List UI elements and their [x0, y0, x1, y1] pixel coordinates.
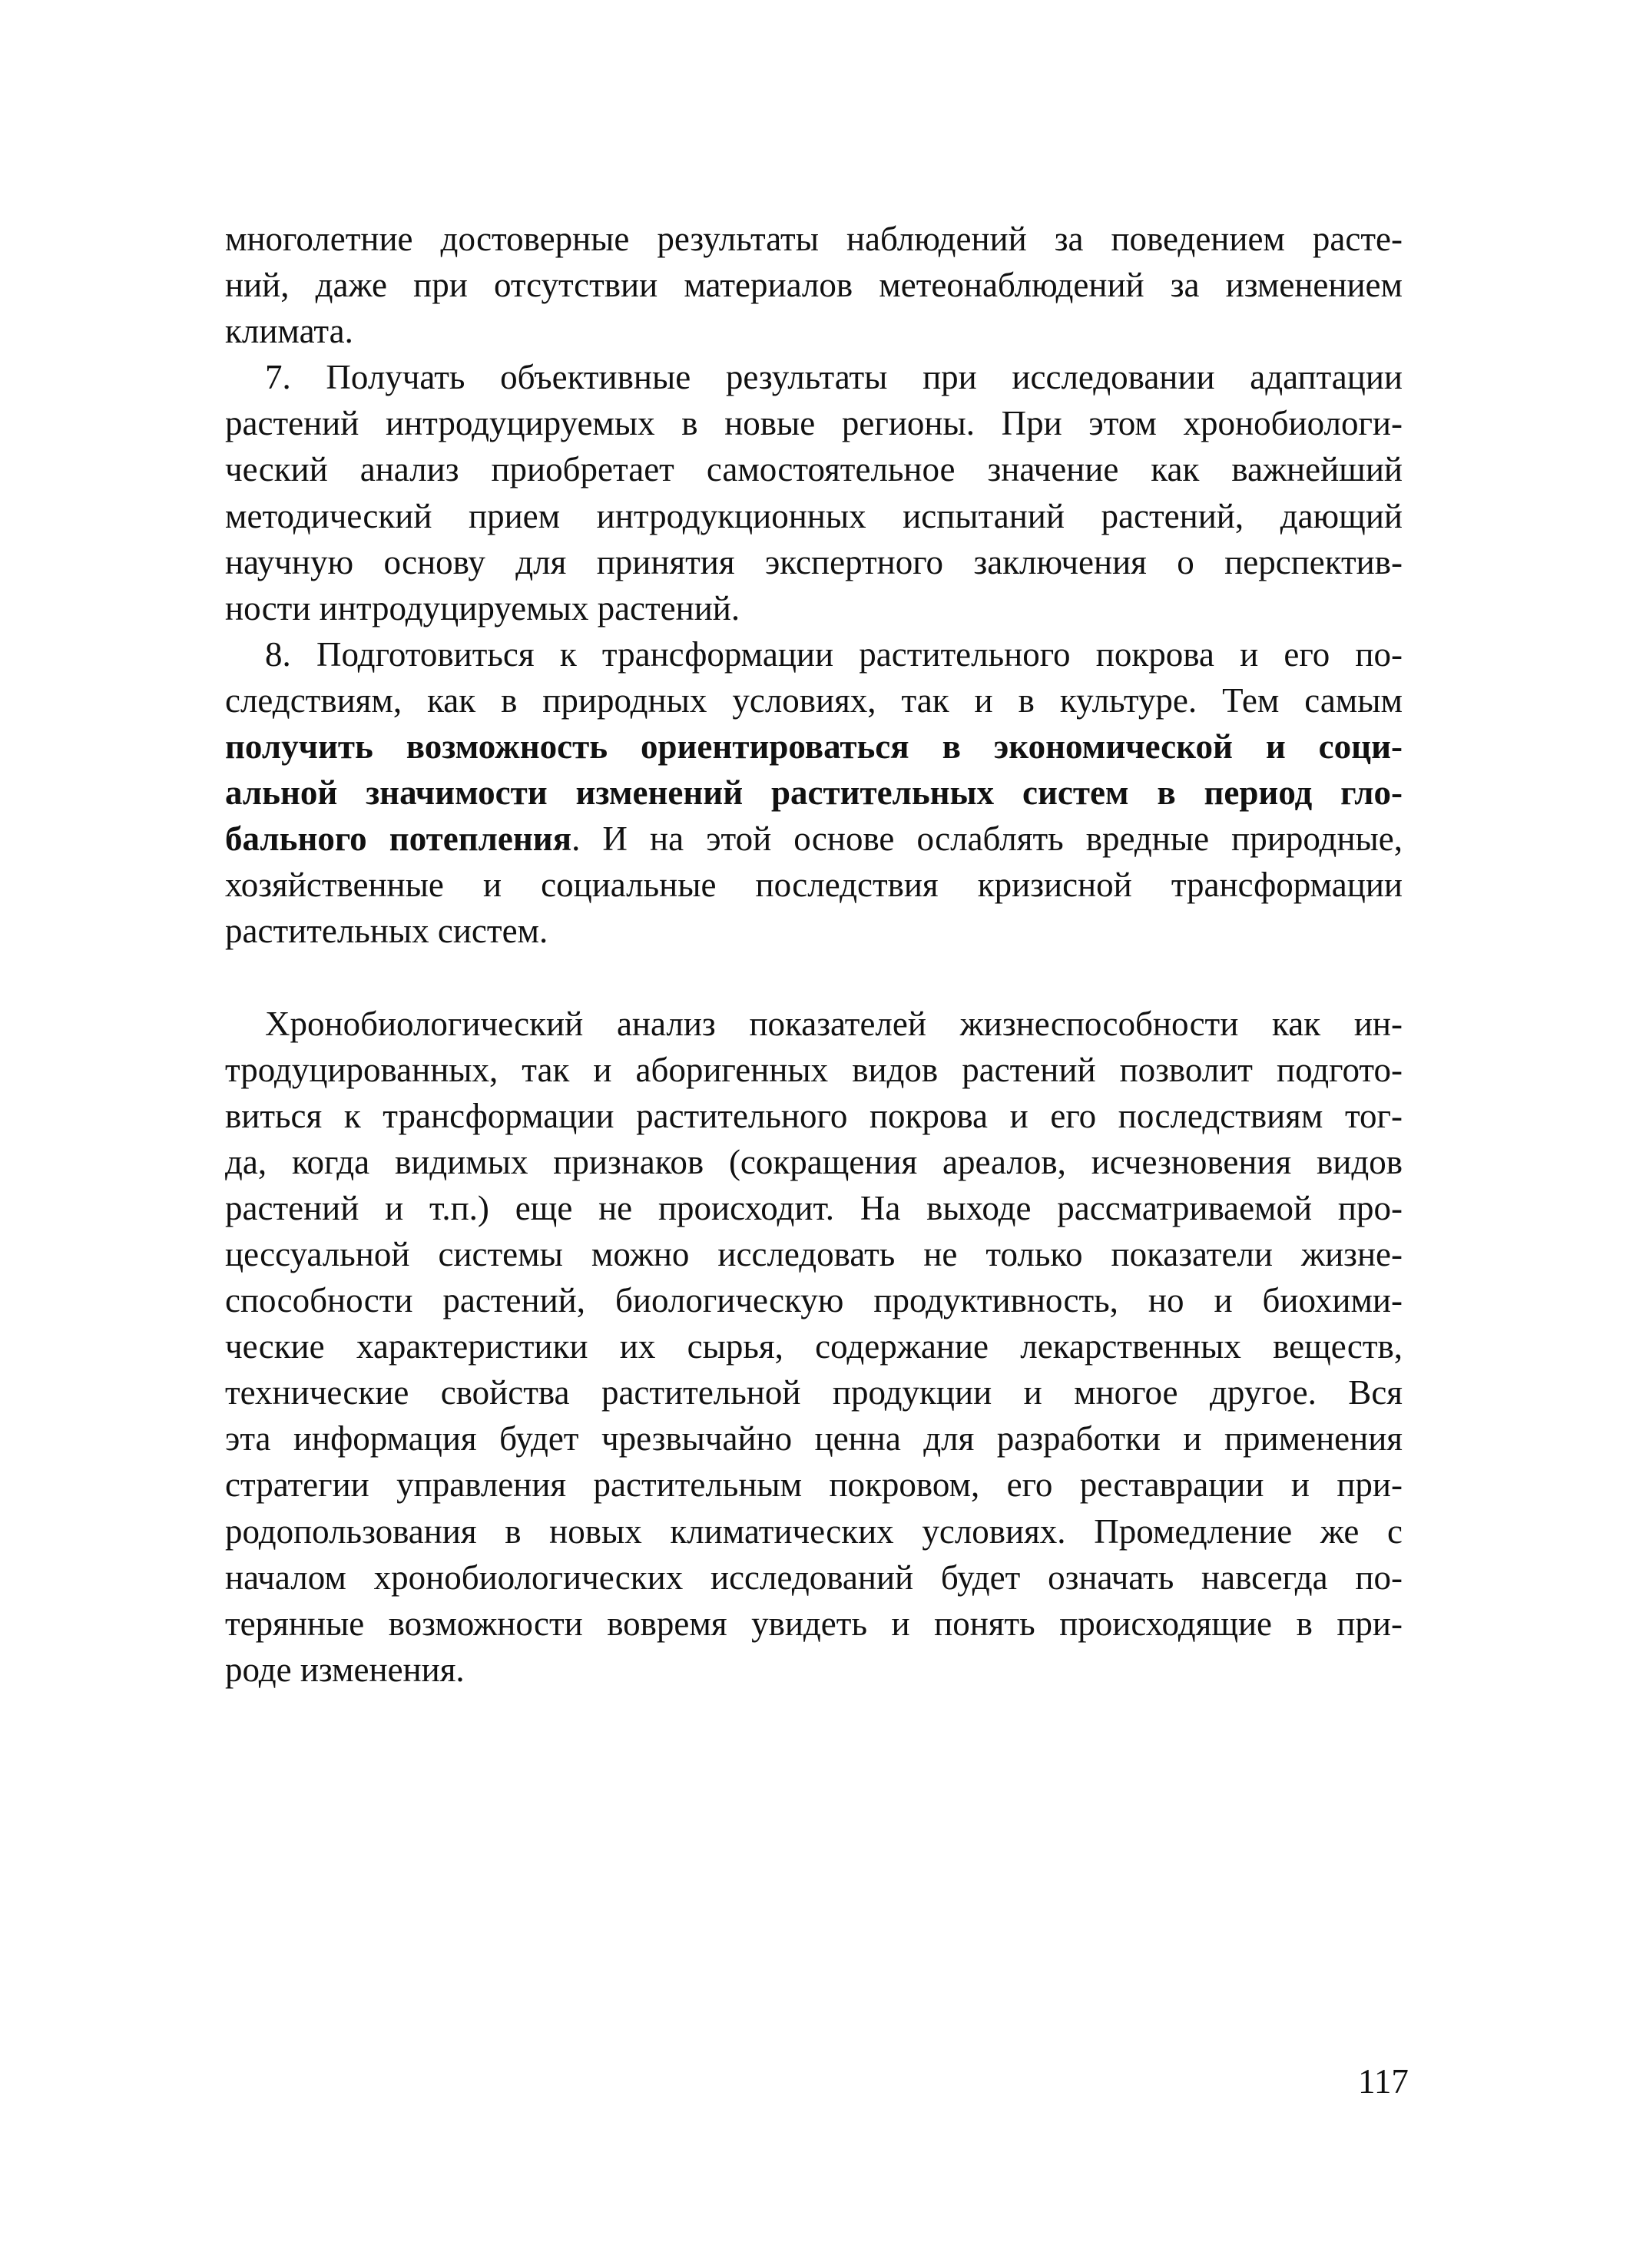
page-body: [225, 216, 1403, 1693]
paragraph-item-7: [225, 354, 1403, 631]
text-line: растительных систем.: [225, 912, 548, 951]
text-line: растений и т.п.) еще не происходит. На выходе рассматриваемой про-: [225, 1188, 1403, 1227]
text-line: 8. Подготовиться к трансформации растительного покрова и его по-: [265, 634, 1403, 674]
text-line: тродуцированных, так и аборигенных видов растений позволит подгото-: [225, 1050, 1403, 1089]
text-line: терянные возможности вовремя увидеть и понять происходящие в при-: [225, 1604, 1403, 1643]
text-line: многолетние достоверные результаты наблюдений за поведением расте-: [225, 220, 1403, 258]
text-line: научную основу для принятия экспертного заключения о перспектив-: [225, 542, 1403, 581]
text-line: методический прием интродукционных испытаний растений, дающий: [225, 496, 1403, 535]
text-line: цессуальной системы можно исследовать не только показатели жизне-: [225, 1234, 1403, 1273]
text-line: да, когда видимых признаков (сокращения ареалов, исчезновения видов: [225, 1142, 1403, 1181]
bold-text-line: [225, 770, 1403, 816]
text-line: ческие характеристики их сырья, содержание лекарственных веществ,: [225, 1327, 1403, 1366]
bold-text: альной значимости изменений растительных систем в период гло-: [225, 773, 1403, 813]
normal-text: . И на этой основе ослаблять вредные природные,: [571, 819, 1403, 859]
text-line: способности растений, биологическую продуктивность, но и биохими-: [225, 1281, 1403, 1320]
paragraph-gap: [225, 955, 1403, 1001]
text-line: растений интродуцируемых в новые регионы. При этом хронобиологи-: [225, 404, 1403, 443]
text-line: родопользования в новых климатических условиях. Промедление же с: [225, 1511, 1403, 1551]
text-line: Хронобиологический анализ показателей жизнеспособности как ин-: [265, 1004, 1403, 1043]
text-line: 7. Получать объективные результаты при исследовании адаптации: [265, 358, 1403, 397]
bold-text: бального потепления: [225, 819, 572, 859]
text-line: климата.: [225, 312, 353, 351]
text-line: началом хронобиологических исследований будет означать навсегда по-: [225, 1558, 1403, 1597]
text-line: ний, даже при отсутствии материалов метеонаблюдений за изменением: [225, 266, 1403, 305]
page-number: 117: [1358, 2062, 1409, 2101]
paragraph-chronobiology: [225, 1001, 1403, 1693]
paragraph-item-8: [225, 631, 1403, 955]
text-line: эта информация будет чрезвычайно ценна для разработки и применения: [225, 1419, 1403, 1458]
text-line: ческий анализ приобретает самостоятельное значение как важнейший: [225, 450, 1403, 489]
text-line: следствиям, как в природных условиях, так и в культуре. Тем самым: [225, 680, 1403, 720]
text-line: роде изменения.: [225, 1650, 465, 1689]
bold-text: получить возможность ориентироваться в экономической и соци-: [225, 727, 1403, 766]
bold-text-line: [225, 723, 1403, 770]
text-line: хозяйственные и социальные последствия кризисной трансформации: [225, 866, 1403, 905]
text-line: технические свойства растительной продукции и многое другое. Вся: [225, 1373, 1403, 1412]
text-line: виться к трансформации растительного покрова и его последствиям тог-: [225, 1096, 1403, 1135]
text-line: ности интродуцируемых растений.: [225, 588, 740, 627]
mixed-text-line: [225, 816, 1403, 862]
paragraph-continuation: [225, 216, 1403, 354]
text-line: стратегии управления растительным покровом, его реставрации и при-: [225, 1465, 1403, 1505]
